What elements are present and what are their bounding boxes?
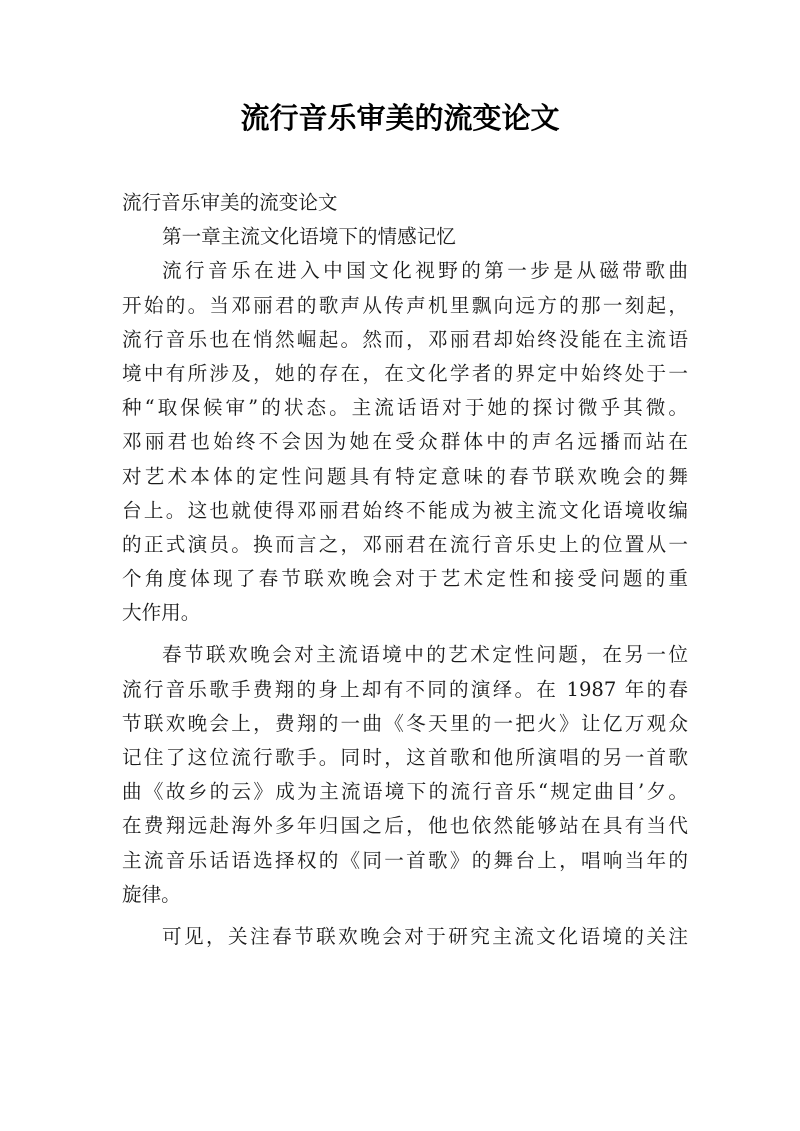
paragraph-line: 流行音乐也在悄然崛起。然而，邓丽君却始终没能在主流语 [122,327,688,351]
paragraph-line: 节联欢晚会上，费翔的一曲《冬天里的一把火》让亿万观众 [122,711,688,735]
paragraph-line: 邓丽君也始终不会因为她在受众群体中的声名远播而站在 [122,430,688,454]
paragraph [122,638,688,912]
paragraph-line: 台上。这也就使得邓丽君始终不能成为被主流文化语境收编 [122,498,688,522]
paragraph-line: 个角度体现了春节联欢晚会对于艺术定性和接受问题的重 [122,567,688,591]
paragraph-line: 可见，关注春节联欢晚会对于研究主流文化语境的关注 [162,924,688,948]
paragraph-line: 旋律。 [122,882,181,906]
paragraph [122,254,688,630]
paragraph-gap [122,912,688,920]
paragraph-line: 大作用。 [122,601,201,625]
paragraph-line: 开始的。当邓丽君的歌声从传声机里飘向远方的那一刻起， [122,293,688,317]
chapter-heading: 第一章主流文化语境下的情感记忆 [162,225,456,249]
paragraph-line: 流行音乐在进入中国文化视野的第一步是从磁带歌曲 [162,259,688,283]
paragraph-line: 曲《故乡的云》成为主流语境下的流行音乐“规定曲目’夕。 [122,780,688,804]
paragraph-line: 在费翔远赴海外多年归国之后，他也依然能够站在具有当代 [122,814,688,838]
paragraph [122,920,688,954]
paragraph-line: 春节联欢晚会对主流语境中的艺术定性问题，在另一位 [162,643,688,667]
document-body [122,186,688,954]
paragraph-line: 对艺术本体的定性问题具有特定意味的春节联欢晚会的舞 [122,464,688,488]
paragraph-gap [122,630,688,638]
paragraph-line: 主流音乐话语选择权的《同一首歌》的舞台上，唱响当年的 [122,848,688,872]
document-title: 流行音乐审美的流变论文 [240,101,560,135]
paragraph-line: 的正式演员。换而言之，邓丽君在流行音乐史上的位置从一 [122,532,688,556]
paragraph-line: 境中有所涉及，她的存在，在文化学者的界定中始终处于一 [122,361,688,385]
paragraph-line: 种“取保候审”的状态。主流话语对于她的探讨微乎其微。 [122,396,688,420]
document-subtitle: 流行音乐审美的流变论文 [122,191,338,214]
paragraph-line: 记住了这位流行歌手。同时，这首歌和他所演唱的另一首歌 [122,746,688,769]
paragraph-line: 流行音乐歌手费翔的身上却有不同的演绎。在 1987 年的春 [122,677,688,701]
